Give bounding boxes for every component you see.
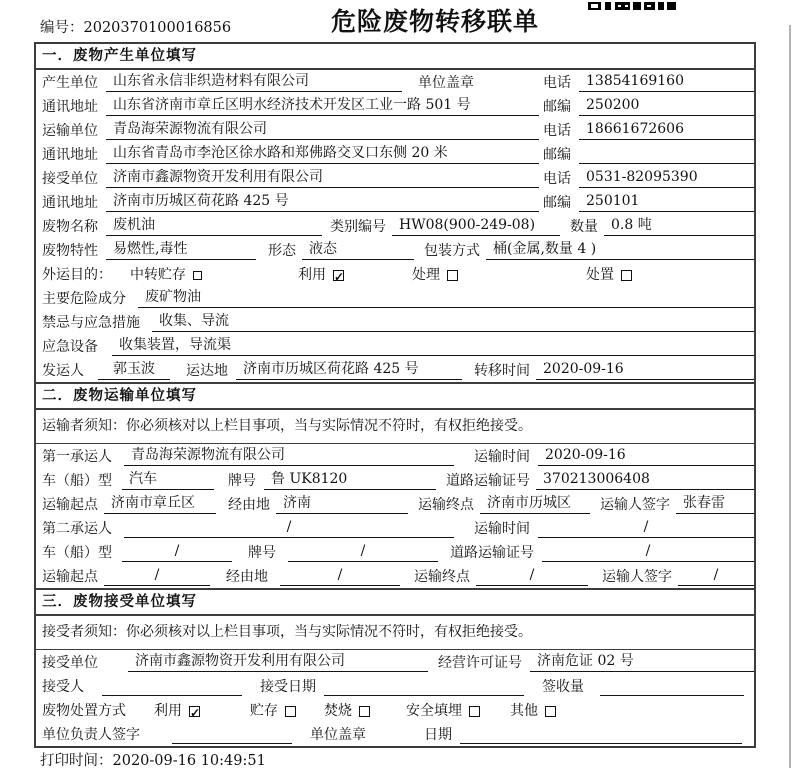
precautions-value: 收集、导流 — [152, 312, 754, 332]
zip-label: 邮编 — [543, 147, 571, 163]
row-carrier1 — [36, 444, 754, 468]
transport-unit-value: 青岛海荣源物流有限公司 — [106, 120, 539, 140]
packaging-value: 桶(金属,数量 4 ) — [486, 240, 754, 260]
producer-unit-label: 产生单位 — [42, 75, 98, 91]
purpose-option-dispose — [586, 264, 632, 286]
disposal-option-store — [250, 700, 296, 722]
transporter-sign-label: 运输人签字 — [600, 497, 670, 513]
checkbox-icon — [333, 270, 344, 281]
transporter-sign-label: 运输人签字 — [602, 569, 672, 585]
checkbox-icon — [447, 270, 458, 281]
row-receiver-address — [36, 190, 754, 214]
purpose-option-treat — [412, 264, 458, 286]
phone-label: 电话 — [543, 171, 571, 187]
section-receiver — [36, 588, 754, 746]
hazard-value: 废矿物油 — [138, 288, 754, 308]
purpose-label: 外运目的： — [42, 267, 112, 283]
option-label: 利用 — [298, 267, 326, 283]
checkbox-icon — [193, 271, 202, 280]
plate-label: 牌号 — [248, 545, 276, 561]
phone-value: 18661672606 — [579, 120, 754, 140]
transport-unit-label: 运输单位 — [42, 123, 98, 139]
section-transport-title: 二．废物运输单位填写 — [36, 384, 754, 410]
form-label: 形态 — [268, 243, 296, 259]
transport-time-value: / — [538, 518, 754, 538]
end-value: / — [476, 566, 588, 586]
row-producer-unit — [36, 70, 754, 94]
destination-value: 济南市历城区荷花路 425 号 — [236, 360, 462, 380]
responsible-sign-value — [172, 724, 292, 744]
carrier2-label: 第二承运人 — [42, 521, 112, 537]
address-value: 济南市历城区荷花路 425 号 — [106, 192, 539, 212]
row-precautions — [36, 310, 754, 334]
responsible-sign-label: 单位负责人签字 — [42, 727, 140, 743]
origin-label: 运输起点 — [42, 569, 98, 585]
checkbox-icon — [621, 270, 632, 281]
receiver-unit-value: 济南市鑫源物资开发利用有限公司 — [106, 168, 539, 188]
transport-time-label: 运输时间 — [474, 521, 530, 537]
serial-value: 2020370100016856 — [83, 20, 232, 36]
page-edge-line — [789, 25, 791, 768]
via-label: 经由地 — [228, 497, 270, 513]
row-receive-unit — [36, 650, 754, 674]
receiver-notice: 接受者须知：你必须核对以上栏目事项，当与实际情况不符时，有权拒绝接受。 — [36, 616, 754, 650]
phone-block — [543, 120, 754, 142]
disposal-option-other — [510, 700, 556, 722]
quantity-label: 数量 — [570, 219, 598, 235]
option-label: 其他 — [510, 703, 538, 719]
checkbox-icon — [469, 706, 480, 717]
checkbox-icon — [285, 706, 296, 717]
plate-label: 牌号 — [228, 473, 256, 489]
checkbox-icon — [189, 706, 200, 717]
phone-block — [543, 72, 754, 94]
row-waste-characteristics — [36, 238, 754, 262]
origin-value: 济南市章丘区 — [104, 494, 216, 514]
row-disposal — [36, 698, 754, 722]
road-license-label: 道路运输证号 — [446, 473, 530, 489]
section-transport — [36, 382, 754, 588]
receive-person-label: 接受人 — [42, 679, 84, 695]
checkbox-icon — [359, 706, 370, 717]
received-amount-value — [600, 676, 744, 696]
plate-value: 鲁 UK8120 — [264, 470, 436, 490]
transporter-sign-value: 张春雷 — [676, 494, 754, 514]
end-value: 济南市历城区 — [480, 494, 590, 514]
page-title: 危险废物转移联单 — [330, 7, 539, 36]
form-value: 液态 — [302, 240, 414, 260]
print-time — [40, 749, 266, 768]
producer-unit-value: 山东省永信非织造材料有限公司 — [106, 72, 402, 92]
unit-seal-label: 单位盖章 — [418, 75, 474, 91]
row-route1 — [36, 492, 754, 516]
row-signature — [36, 722, 754, 746]
via-label: 经由地 — [226, 569, 268, 585]
option-label: 利用 — [154, 703, 182, 719]
transport-time-label: 运输时间 — [474, 449, 530, 465]
precautions-label: 禁忌与应急措施 — [42, 315, 140, 331]
option-label: 中转贮存 — [130, 267, 186, 283]
phone-label: 电话 — [543, 75, 571, 91]
road-license-label: 道路运输证号 — [450, 545, 534, 561]
phone-label: 电话 — [543, 123, 571, 139]
row-hazard — [36, 286, 754, 310]
category-value: HW08(900-249-08) — [392, 216, 560, 236]
destination-label: 运达地 — [186, 363, 228, 379]
road-license-value: / — [542, 542, 754, 562]
date-value — [460, 724, 742, 744]
received-amount-label: 签收量 — [542, 679, 584, 695]
packaging-label: 包装方式 — [424, 243, 480, 259]
row-equipment — [36, 334, 754, 358]
row-route2 — [36, 564, 754, 588]
address-value: 山东省青岛市李沧区徐水路和郑佛路交叉口东侧 20 米 — [106, 144, 539, 164]
zip-value: 250200 — [579, 96, 754, 116]
receive-unit-label: 接受单位 — [42, 655, 98, 671]
section-receiver-title: 三．废物接受单位填写 — [36, 590, 754, 616]
date-label: 日期 — [424, 727, 452, 743]
phone-value: 13854169160 — [579, 72, 754, 92]
equipment-value: 收集装置，导流渠 — [112, 336, 754, 356]
vehicle-type-value: / — [122, 542, 232, 562]
section-producer — [36, 44, 754, 382]
receive-unit-value: 济南市鑫源物资开发利用有限公司 — [128, 652, 428, 672]
zip-label: 邮编 — [543, 99, 571, 115]
section-producer-title: 一．废物产生单位填写 — [36, 44, 754, 70]
row-producer-address — [36, 94, 754, 118]
unit-seal-label: 单位盖章 — [310, 727, 366, 743]
option-label: 贮存 — [250, 703, 278, 719]
address-label: 通讯地址 — [42, 147, 98, 163]
origin-label: 运输起点 — [42, 497, 98, 513]
vehicle-type-label: 车（船）型 — [42, 473, 112, 489]
hazard-label: 主要危险成分 — [42, 291, 126, 307]
plate-value: / — [288, 542, 438, 562]
disposal-option-landfill — [406, 700, 480, 722]
row-vehicle2 — [36, 540, 754, 564]
category-label: 类别编号 — [330, 219, 386, 235]
print-time-value: 2020-09-16 10:49:51 — [112, 753, 266, 768]
zip-value — [579, 144, 754, 164]
carrier1-value: 青岛海荣源物流有限公司 — [124, 446, 454, 466]
transport-notice: 运输者须知：你必须核对以上栏目事项，当与实际情况不符时，有权拒绝接受。 — [36, 410, 754, 444]
carrier2-value: / — [124, 518, 454, 538]
row-carrier2 — [36, 516, 754, 540]
consignor-value: 郭玉波 — [98, 360, 170, 380]
characteristics-value: 易燃性,毒性 — [106, 240, 256, 260]
address-value: 山东省济南市章丘区明水经济技术开发区工业一路 501 号 — [106, 96, 539, 116]
serial-number — [40, 16, 231, 37]
receive-date-value — [324, 676, 524, 696]
receive-date-label: 接受日期 — [260, 679, 316, 695]
row-receiver-unit — [36, 166, 754, 190]
vehicle-type-label: 车（船）型 — [42, 545, 112, 561]
option-label: 焚烧 — [324, 703, 352, 719]
transfer-date-value: 2020-09-16 — [536, 360, 754, 380]
waste-name-value: 废机油 — [106, 216, 322, 236]
disposal-option-incinerate — [324, 700, 370, 722]
row-waste-name — [36, 214, 754, 238]
row-transport-unit — [36, 118, 754, 142]
transporter-sign-value: / — [678, 566, 754, 586]
zip-block — [543, 144, 754, 166]
disposal-option-use — [154, 700, 200, 722]
phone-value: 0531-82095390 — [579, 168, 754, 188]
phone-block — [543, 168, 754, 190]
row-purpose — [36, 262, 754, 286]
address-label: 通讯地址 — [42, 195, 98, 211]
row-vehicle1 — [36, 468, 754, 492]
disposal-label: 废物处置方式 — [42, 703, 126, 719]
address-label: 通讯地址 — [42, 99, 98, 115]
via-value: / — [280, 566, 400, 586]
vehicle-type-value: 汽车 — [122, 470, 214, 490]
zip-block — [543, 192, 754, 214]
zip-label: 邮编 — [543, 195, 571, 211]
quantity-value: 0.8 吨 — [604, 216, 754, 236]
purpose-option-use — [298, 264, 344, 286]
origin-value: / — [104, 566, 210, 586]
end-label: 运输终点 — [414, 569, 470, 585]
characteristics-label: 废物特性 — [42, 243, 98, 259]
purpose-option-storage — [130, 264, 202, 286]
checkbox-icon — [545, 706, 556, 717]
permit-value: 济南危证 02 号 — [530, 652, 754, 672]
equipment-label: 应急设备 — [42, 339, 98, 355]
option-label: 处理 — [412, 267, 440, 283]
row-transport-address — [36, 142, 754, 166]
row-consignor — [36, 358, 754, 382]
end-label: 运输终点 — [418, 497, 474, 513]
zip-value: 250101 — [579, 192, 754, 212]
receive-person-value — [102, 676, 242, 696]
serial-label: 编号： — [40, 20, 84, 36]
road-license-value: 370213006408 — [536, 470, 754, 490]
document-header — [34, 4, 756, 40]
permit-label: 经营许可证号 — [438, 655, 522, 671]
manifest-form — [34, 42, 756, 748]
option-label: 处置 — [586, 267, 614, 283]
waste-name-label: 废物名称 — [42, 219, 98, 235]
consignor-label: 发运人 — [42, 363, 84, 379]
transport-time-value: 2020-09-16 — [538, 446, 754, 466]
option-label: 安全填埋 — [406, 703, 462, 719]
via-value: 济南 — [276, 494, 408, 514]
row-receive-person — [36, 674, 754, 698]
receiver-unit-label: 接受单位 — [42, 171, 98, 187]
zip-block — [543, 96, 754, 118]
print-time-label: 打印时间： — [40, 753, 113, 768]
transfer-date-label: 转移时间 — [474, 363, 530, 379]
carrier1-label: 第一承运人 — [42, 449, 112, 465]
